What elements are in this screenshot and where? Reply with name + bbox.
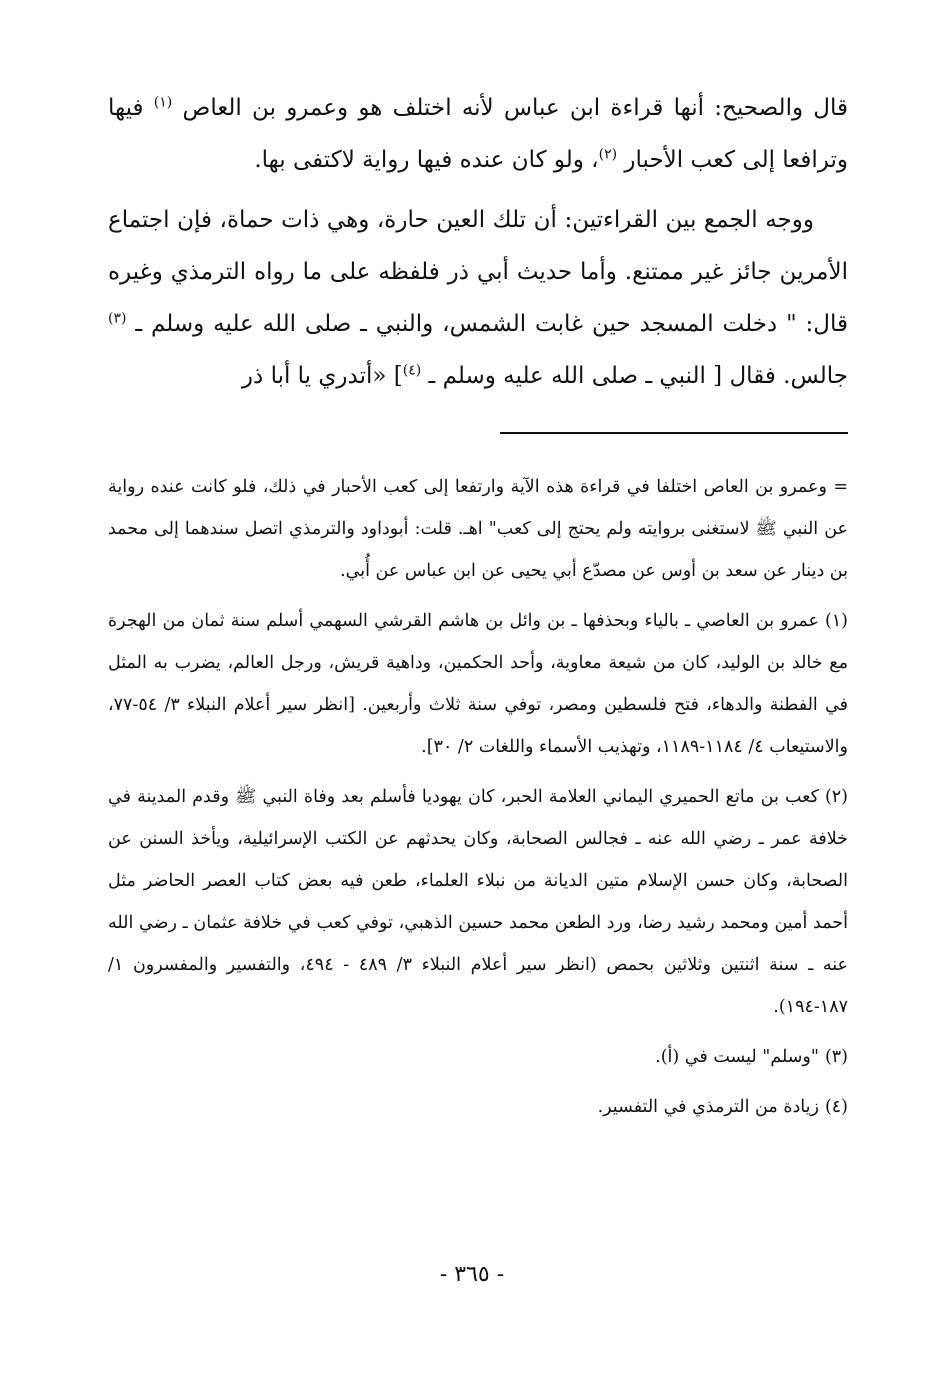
main-paragraph-2-part-b: جالس. فقال [ النبي ـ صلى الله عليه وسلم ـ bbox=[428, 363, 848, 389]
main-paragraph-2 bbox=[108, 194, 848, 402]
footnote-4 bbox=[108, 1086, 848, 1128]
main-paragraph-1 bbox=[108, 82, 848, 186]
footnote-4-text: زيادة من الترمذي في التفسير. bbox=[597, 1097, 819, 1117]
footnote-3-text: "وسلم" ليست في (أ). bbox=[655, 1047, 819, 1067]
main-paragraph-2-part-a: ووجه الجمع بين القراءتين: أن تلك العين حارة، وهي ذات حماة، فإن اجتماع الأمرين جائز غير ممتنع. وأما حديث أبي ذر فلفظه على ما رواه الترمذي وغيره قال: " دخلت المسجد حين غابت الشمس، والنبي ـ صلى الله عليه وسلم ـ bbox=[108, 207, 848, 337]
footnote-4-number: (٤) bbox=[824, 1097, 848, 1117]
footnote-3-number: (٣) bbox=[824, 1047, 848, 1067]
footnote-2-number: (٢) bbox=[824, 787, 848, 807]
footnote-1-text: عمرو بن العاصي ـ بالياء وبحذفها ـ بن وائل بن هاشم القرشي السهمي أسلم سنة ثمان من الهجرة مع خالد بن الوليد، كان من شيعة معاوية، وأحد الحكمين، وداهية قريش، ورجل العالم، يضرب به المثل في الفطنة والدهاء، فتح فلسطين ومصر، توفي سنة ثلاث وأربعين. [انظر سير أعلام النبلاء ٣/ ٥٤-٧٧، والاستيعاب ٤/ ١١٨٤-١١٨٩، وتهذيب الأسماء واللغات ٢/ ٣٠]. bbox=[108, 611, 848, 757]
footnote-1-number: (١) bbox=[824, 611, 848, 631]
main-paragraph-1-part-b: فيها وترافعا إلى كعب الأحبار bbox=[108, 95, 848, 173]
main-text bbox=[108, 82, 848, 410]
footnote-2 bbox=[108, 776, 848, 1028]
footnote-1 bbox=[108, 600, 848, 768]
footnote-2-text: كعب بن ماتع الحميري اليماني العلامة الحبر، كان يهوديا فأسلم بعد وفاة النبي ﷺ وقدم المدينة في خلافة عمر ـ رضي الله عنه ـ فجالس الصحابة، وكان يحدثهم عن الكتب الإسرائيلية، ويأخذ السنن عن الصحابة، وكان حسن الإسلام متين الديانة من نبلاء العلماء، طعن فيه بعض كتاب العصر الحاضر مثل أحمد أمين ومحمد رشيد رضا، ورد الطعن محمد حسين الذهبي، توفي كعب في خلافة عثمان ـ رضي الله عنه ـ سنة اثنتين وثلاثين بحمص (انظر سير أعلام النبلاء ٣/ ٤٨٩ - ٤٩٤، والتفسير والمفسرون ١/ ١٨٧-١٩٤). bbox=[108, 787, 848, 1017]
page-number: - ٣٦٥ - bbox=[439, 1262, 505, 1287]
main-paragraph-1-part-a: قال والصحيح: أنها قراءة ابن عباس لأنه اختلف هو وعمرو بن العاص bbox=[182, 95, 849, 121]
footnote-ref-2: (٢) bbox=[598, 146, 618, 163]
footnote-ref-1: (١) bbox=[153, 94, 173, 111]
footnotes bbox=[108, 466, 848, 1136]
footnote-ref-3: (٣) bbox=[108, 310, 127, 327]
footnote-separator bbox=[500, 432, 848, 434]
footnote-3 bbox=[108, 1036, 848, 1078]
main-paragraph-1-part-c: ، ولو كان عنده فيها رواية لاكتفى بها. bbox=[254, 147, 599, 173]
main-paragraph-2-part-c: ] «أتدري يا أبا ذر bbox=[241, 363, 403, 389]
footnote-ref-4: (٤) bbox=[402, 362, 422, 379]
footnote-continuation: = وعمرو بن العاص اختلفا في قراءة هذه الآية وارتفعا إلى كعب الأحبار في ذلك، فلو كانت عنده رواية عن النبي ﷺ لاستغنى بروايته ولم يحتج إلى كعب" اهـ. قلت: أبوداود والترمذي اتصل سندهما إلى محمد بن دينار عن سعد بن أوس عن مصدّع أبي يحيى عن ابن عباس عن أُبي. bbox=[108, 477, 848, 581]
